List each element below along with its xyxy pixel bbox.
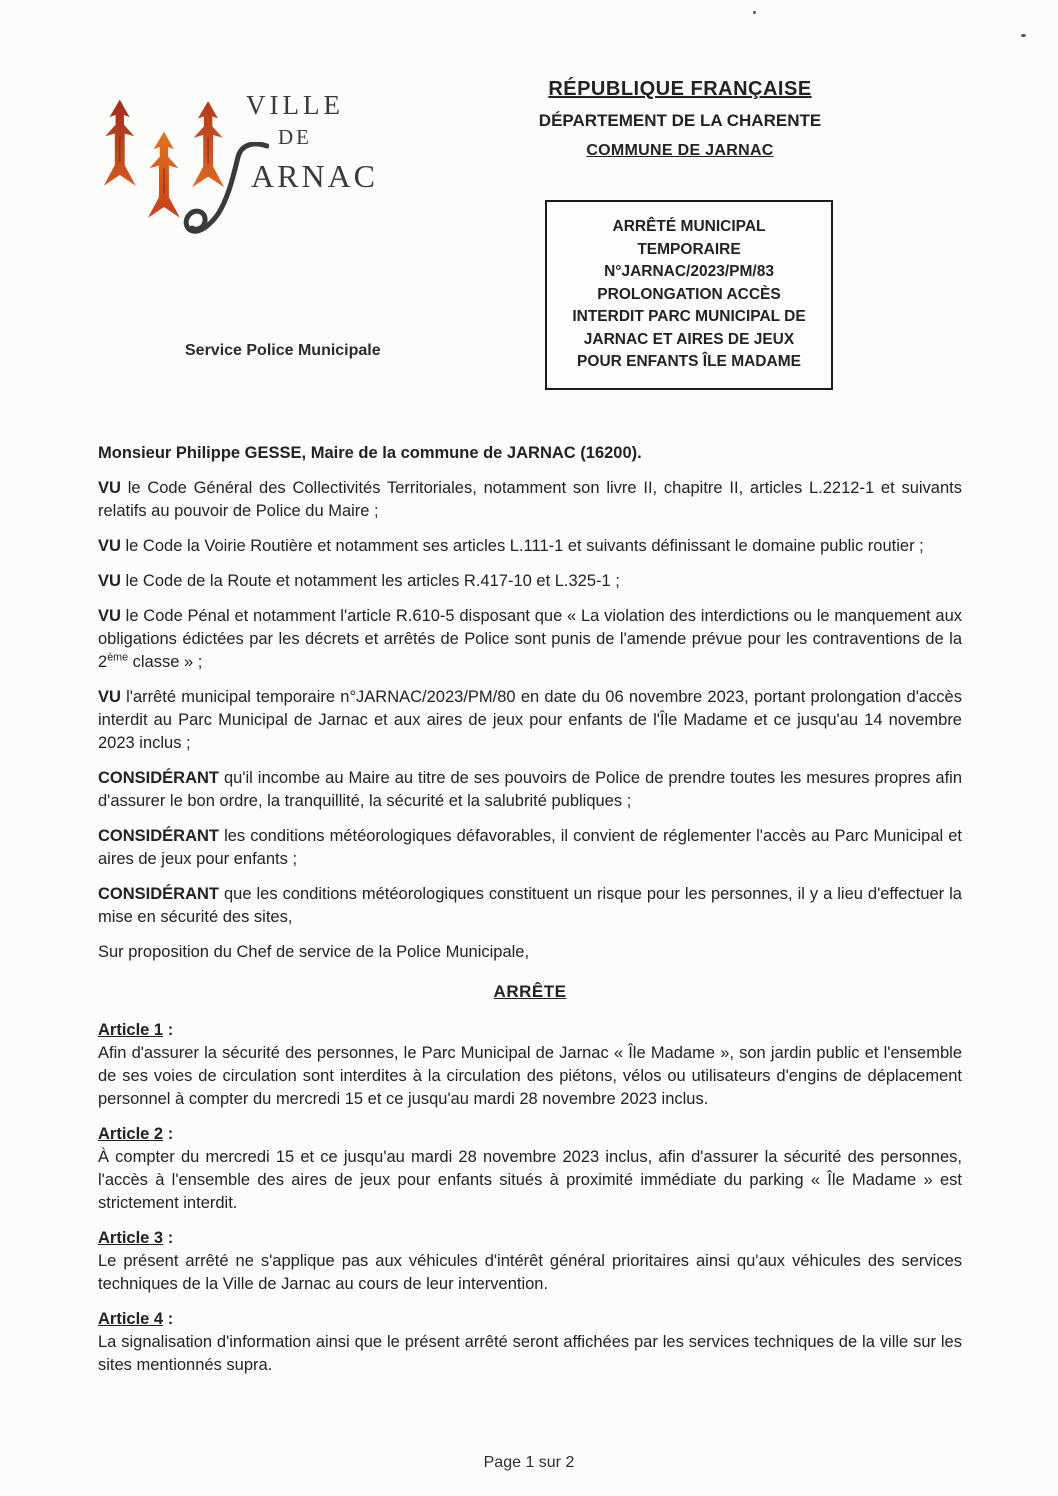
page-number: Page 1 sur 2	[483, 1454, 575, 1471]
logo-ville-text: VILLE	[246, 90, 344, 120]
article-body: La signalisation d'information ainsi que le présent arrêté seront affichées par les services techniques de la ville sur les sites mentionnés supra.	[98, 1333, 962, 1374]
decree-box-line: POUR ENFANTS ÎLE MADAME	[577, 353, 801, 371]
logo-wordmark	[215, 90, 379, 195]
commune-title: COMMUNE DE JARNAC	[586, 142, 774, 159]
article	[98, 1019, 962, 1111]
decree-box-line: INTERDIT PARC MUNICIPAL DE	[572, 308, 806, 326]
article-label: Article 1	[98, 1021, 164, 1039]
article	[98, 1308, 962, 1377]
decree-box-line: TEMPORAIRE	[637, 240, 741, 258]
republic-title: RÉPUBLIQUE FRANÇAISE	[548, 78, 812, 100]
order-heading-text: ARRÊTE	[493, 982, 567, 1001]
script-j-icon	[183, 142, 269, 246]
scan-speck	[1021, 34, 1026, 37]
article-body: Le présent arrêté ne s'applique pas aux véhicules d'intérêt général prioritaires ainsi qu'aux véhicules des services techniques de la Ville de Jarnac au cours de leur intervention.	[98, 1252, 962, 1293]
article-body: À compter du mercredi 15 et ce jusqu'au mardi 28 novembre 2023 inclus, afin d'assurer la sécurité des personnes, l'accès à l'ensemble des aires de jeux pour enfants situés à proximité immédiate du parking « Île Madame » est strictement interdit.	[98, 1148, 962, 1212]
order-heading	[98, 980, 962, 1003]
article	[98, 1123, 962, 1215]
service-label: Service Police Municipale	[185, 342, 381, 359]
decree-box-line: ARRÊTÉ MUNICIPAL	[612, 218, 766, 236]
article-heading: Article 3 :	[98, 1229, 174, 1247]
decree-box-line: N°JARNAC/2023/PM/83	[604, 263, 774, 281]
recital-paragraph: VU le Code Pénal et notamment l'article R.610-5 disposant que « La violation des interdictions ou le manquement aux obligations édictées par les décrets et arrêtés de Police sont punis de l'amende prévue pour les contraventions de la 2ème classe » ;	[98, 607, 962, 671]
intro-line: Monsieur Philippe GESSE, Maire de la commune de JARNAC (16200).	[98, 444, 642, 462]
recitals	[98, 477, 962, 964]
decree-box-line: PROLONGATION ACCÈS	[597, 285, 781, 303]
recital-paragraph: CONSIDÉRANT que les conditions météorologiques constituent un risque pour les personnes, il y a lieu d'effectuer la mise en sécurité des sites,	[98, 885, 962, 926]
decree-title-box	[545, 200, 833, 390]
article-label: Article 3	[98, 1229, 164, 1247]
article-label: Article 2	[98, 1125, 164, 1143]
recital-paragraph: Sur proposition du Chef de service de la Police Municipale,	[98, 943, 530, 961]
article-heading: Article 1 :	[98, 1021, 174, 1039]
recital-paragraph: CONSIDÉRANT qu'il incombe au Maire au titre de ses pouvoirs de Police de prendre toutes les mesures propres afin d'assurer le bon ordre, la tranquillité, la sécurité et la salubrité publiques ;	[98, 769, 962, 810]
recital-paragraph: VU le Code de la Route et notamment les articles R.417-10 et L.325-1 ;	[98, 572, 620, 590]
decree-box-line: JARNAC ET AIRES DE JEUX	[583, 330, 795, 348]
article	[98, 1227, 962, 1296]
city-logo	[103, 86, 403, 256]
scan-speck	[753, 11, 756, 14]
articles	[98, 1019, 962, 1377]
article-label: Article 4	[98, 1310, 164, 1328]
recital-paragraph: CONSIDÉRANT les conditions météorologiques défavorables, il convient de réglementer l'accès au Parc Municipal et aires de jeux pour enfants ;	[98, 827, 962, 868]
masthead	[515, 78, 845, 160]
logo-jarnac-row	[215, 158, 379, 195]
article-body: Afin d'assurer la sécurité des personnes, le Parc Municipal de Jarnac « Île Madame », son jardin public et l'ensemble de ses voies de circulation sont interdites à la circulation des piétons, vélos ou utilisateurs d'engins de déplacement personnel à compter du mercredi 15 et ce jusqu'au mardi 28 novembre 2023 inclus.	[98, 1044, 962, 1108]
article-heading: Article 2 :	[98, 1125, 174, 1143]
logo-de-text: DE	[278, 125, 312, 149]
article-heading: Article 4 :	[98, 1310, 174, 1328]
recital-paragraph: VU l'arrêté municipal temporaire n°JARNAC/2023/PM/80 en date du 06 novembre 2023, portant prolongation d'accès interdit au Parc Municipal de Jarnac et aux aires de jeux pour enfants de l'Île Madame et ce jusqu'au 14 novembre 2023 inclus ;	[98, 688, 962, 752]
department-title: DÉPARTEMENT DE LA CHARENTE	[538, 111, 822, 130]
recital-paragraph: VU le Code la Voirie Routière et notamment ses articles L.111-1 et suivants définissant le domaine public routier ;	[98, 537, 924, 555]
recital-paragraph: VU le Code Général des Collectivités Territoriales, notamment son livre II, chapitre II, articles L.2212-1 et suivants relatifs au pouvoir de Police du Maire ;	[98, 479, 962, 520]
document-body	[98, 442, 962, 1389]
logo-arnac-text: ARNAC	[251, 158, 379, 194]
